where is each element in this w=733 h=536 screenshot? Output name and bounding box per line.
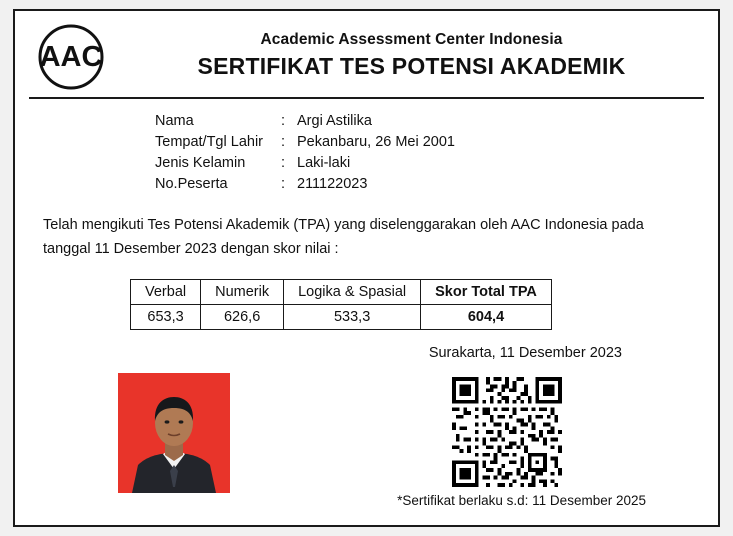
column-header-logika-spasial: Logika & Spasial: [284, 280, 421, 305]
score-value-skor-total: 604,4: [421, 305, 552, 330]
identity-colon: :: [281, 176, 286, 192]
qr-code: [452, 377, 562, 487]
score-value-logika-spasial: 533,3: [284, 305, 421, 330]
column-header-numerik: Numerik: [201, 280, 284, 305]
table-header-row: [131, 280, 552, 305]
column-header-skor-total: Skor Total TPA: [421, 280, 552, 305]
certificate-document: [13, 9, 720, 527]
identity-label-no-peserta: No.Peserta: [155, 176, 228, 192]
certificate-header: [15, 11, 718, 89]
identity-row: [155, 132, 455, 153]
identity-block: [155, 111, 455, 195]
score-value-numerik: 626,6: [201, 305, 284, 330]
logo-text: AAC: [39, 40, 103, 73]
aac-logo: [27, 23, 115, 91]
participant-photo-illustration: [118, 373, 230, 493]
identity-row: [155, 174, 455, 195]
place-and-date: Surakarta, 11 Desember 2023: [428, 345, 622, 361]
identity-label-tempat-tgl-lahir: Tempat/Tgl Lahir: [155, 134, 263, 150]
organization-name: Academic Assessment Center Indonesia: [260, 31, 563, 48]
table-row: [131, 305, 552, 330]
participant-photo: [118, 373, 230, 493]
header-titles: [115, 31, 708, 80]
column-header-verbal: Verbal: [131, 280, 201, 305]
score-table: [130, 279, 552, 330]
qr-code-image: [452, 377, 562, 487]
identity-value-no-peserta: 211122023: [297, 176, 368, 192]
identity-label-jenis-kelamin: Jenis Kelamin: [155, 155, 246, 171]
identity-value-tempat-tgl-lahir: Pekanbaru, 26 Mei 2001: [297, 134, 455, 150]
identity-label-nama: Nama: [155, 113, 194, 129]
identity-value-jenis-kelamin: Laki-laki: [297, 155, 351, 171]
identity-value-nama: Argi Astilika: [297, 113, 372, 129]
header-divider: [29, 97, 704, 99]
identity-colon: :: [281, 113, 286, 129]
identity-colon: :: [281, 155, 286, 171]
identity-row: [155, 153, 455, 174]
certificate-title: SERTIFIKAT TES POTENSI AKADEMIK: [197, 53, 626, 79]
validity-note: *Sertifikat berlaku s.d: 11 Desember 2025: [397, 493, 646, 508]
identity-row: [155, 111, 455, 132]
body-paragraph: Telah mengikuti Tes Potensi Akademik (TPA) yang diselenggarakan oleh AAC Indonesia pada tanggal 11 Desember 2023 dengan skor nilai :: [43, 217, 644, 257]
score-value-verbal: 653,3: [131, 305, 201, 330]
identity-colon: :: [281, 134, 286, 150]
